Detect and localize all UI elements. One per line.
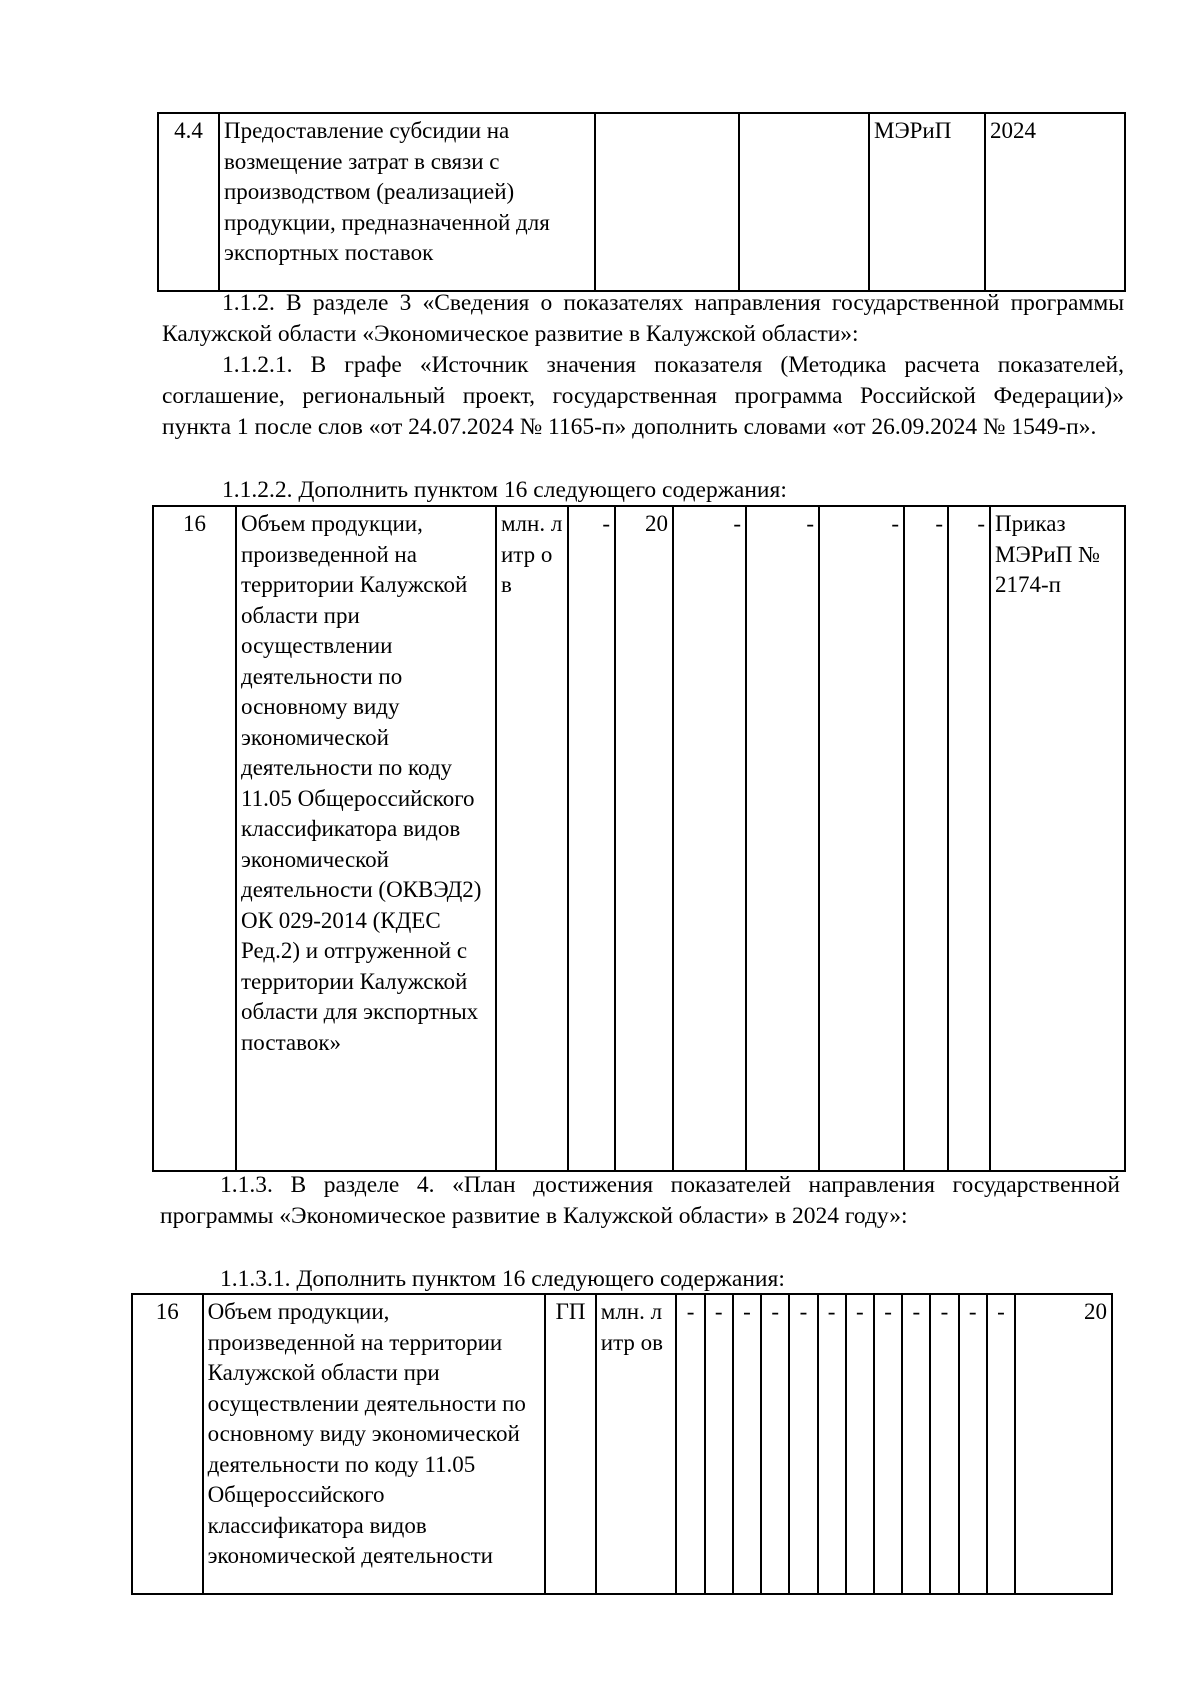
month-cell: -	[733, 1294, 761, 1594]
value-cell: -	[948, 506, 990, 1171]
row-number: 4.4	[158, 113, 219, 291]
indicator-name: Объем продукции, произведенной на территории Калужской области при осуществлении деятельности по основному виду экономической деятельности по коду 11.05 Общероссийского классификатора видов экономической деятельности	[203, 1294, 546, 1594]
indicator-name: Объем продукции, произведенной на территории Калужской области при осуществлении деятельности по основному виду экономической деятельности по коду 11.05 Общероссийского классификатора видов экономической деятельности (ОКВЭД2) ОК 029-2014 (КДЕС Ред.2) и отгруженной с территории Калужской области для экспортных поставок»	[236, 506, 496, 1171]
paragraph-1-1-2-1: 1.1.2.1. В графе «Источник значения показателя (Методика расчета показателей, соглашение, региональный проект, государственная программа Российской Федерации)» пункта 1 после слов «от 24.07.2024 № 1165-п» дополнить словами «от 26.09.2024 № 1549-п».	[162, 352, 1124, 440]
row-number: 16	[153, 506, 236, 1171]
month-cell: -	[987, 1294, 1015, 1594]
month-cell: -	[705, 1294, 733, 1594]
month-cell: -	[818, 1294, 846, 1594]
unit-cell: млн. литр ов	[596, 1294, 677, 1594]
month-cell: -	[846, 1294, 874, 1594]
table-indicator-16	[152, 505, 1126, 1172]
month-cell: -	[676, 1294, 704, 1594]
value-cell: -	[904, 506, 948, 1171]
paragraph-1-1-2: 1.1.2. В разделе 3 «Сведения о показателях направления государственной программы Калужской области «Экономическое развитие в Калужской области»:	[162, 290, 1124, 347]
source-cell: Приказ МЭРиП № 2174-п	[990, 506, 1125, 1171]
empty-cell	[595, 113, 739, 291]
value-cell: -	[746, 506, 819, 1171]
type-cell: ГП	[545, 1294, 595, 1594]
measure-name: Предоставление субсидии на возмещение затрат в связи с производством (реализацией) продукции, предназначенной для экспортных поставок	[219, 113, 595, 291]
table-plan-16	[131, 1293, 1113, 1595]
paragraph-1-1-3-1: 1.1.3.1. Дополнить пунктом 16 следующего содержания:	[220, 1266, 785, 1292]
month-cell: -	[902, 1294, 930, 1594]
value-cell: -	[819, 506, 904, 1171]
month-cell: -	[930, 1294, 958, 1594]
value-cell: 20	[615, 506, 673, 1171]
unit-cell: млн. литр ов	[496, 506, 568, 1171]
table-item-4-4	[157, 112, 1126, 292]
row-number: 16	[132, 1294, 203, 1594]
value-cell: -	[673, 506, 746, 1171]
paragraph-1-1-3: 1.1.3. В разделе 4. «План достижения показателей направления государственной программы «Экономическое развитие в Калужской области» в 2024 году»:	[160, 1172, 1120, 1229]
executor-cell: МЭРиП	[869, 113, 985, 291]
empty-cell	[739, 113, 869, 291]
month-cell: -	[959, 1294, 987, 1594]
month-cell: -	[874, 1294, 902, 1594]
value-cell: -	[568, 506, 615, 1171]
month-cell: -	[789, 1294, 817, 1594]
paragraph-1-1-2-2: 1.1.2.2. Дополнить пунктом 16 следующего содержания:	[222, 477, 787, 503]
year-cell: 2024	[985, 113, 1125, 291]
total-cell: 20	[1015, 1294, 1112, 1594]
month-cell: -	[761, 1294, 789, 1594]
